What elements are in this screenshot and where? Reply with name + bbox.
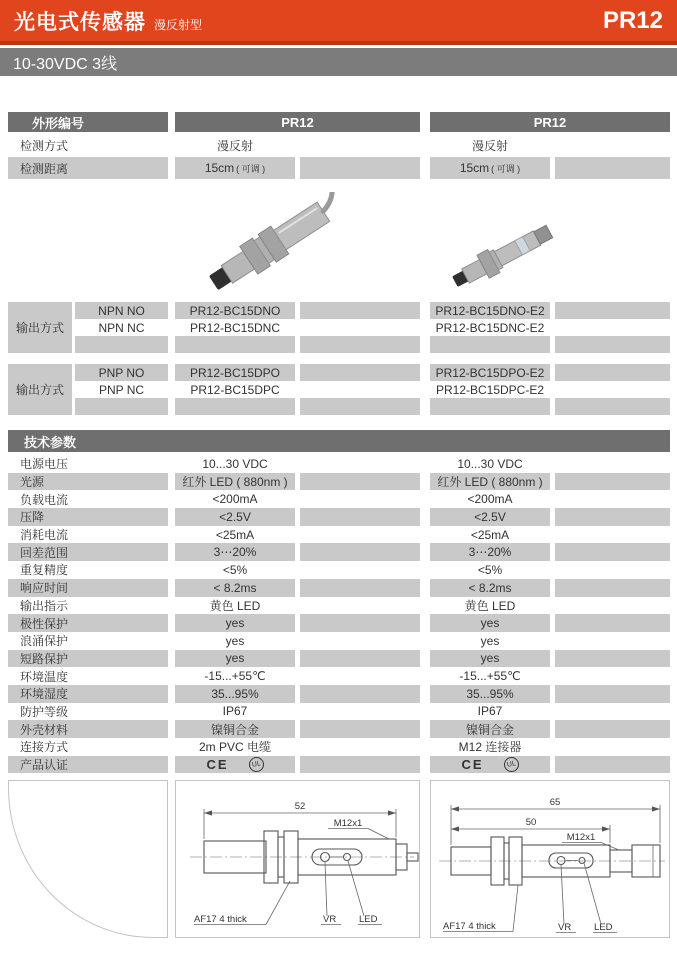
value-text: <2.5V (474, 509, 506, 524)
empty-cell (555, 398, 670, 415)
value-cell-left (175, 632, 295, 650)
empty-cell (430, 336, 550, 353)
value-cell-left (175, 738, 295, 756)
value-cell-left (175, 136, 295, 154)
voltage-bar (0, 48, 677, 76)
empty-cell (300, 738, 420, 756)
value-text: 3⋯20% (468, 545, 512, 560)
value-text: 黄色 LED (209, 598, 261, 613)
empty-cell (555, 650, 670, 668)
value-cell-left (175, 561, 295, 579)
value-text: yes (480, 651, 500, 666)
value-text: 短路保护 (20, 651, 69, 666)
value-text: PR12-BC15DNO-E2 (435, 303, 545, 318)
value-text: PR12-BC15DNC (189, 320, 281, 335)
flats-label: AF17 4 thick (443, 921, 496, 932)
output-type-text: NPN NC (98, 320, 145, 335)
value-text: <200mA (467, 492, 513, 507)
value-text: 15cm (459, 161, 490, 175)
empty-cell (555, 703, 670, 721)
spec-row (0, 614, 670, 632)
spec-row (0, 136, 670, 154)
value-text: 15cm (204, 161, 235, 175)
model-cell-right (430, 381, 550, 398)
output-row (72, 302, 670, 319)
empty-cell (300, 756, 420, 774)
value-cell-right (430, 579, 550, 597)
value-text: 35...95% (211, 686, 259, 701)
spec-row (0, 526, 670, 544)
value-cell-left (175, 703, 295, 721)
value-cell-right (430, 632, 550, 650)
thread-label: M12x1 (566, 832, 596, 843)
shape-code-header: 外形编号 (8, 112, 168, 132)
spec-row (0, 703, 670, 721)
spec-row (0, 667, 670, 685)
empty-cell (555, 543, 670, 561)
value-text: 重复精度 (20, 563, 69, 578)
empty-cell (300, 336, 420, 353)
value-text: 防护等级 (20, 704, 69, 719)
empty-cell (300, 490, 420, 508)
empty-cell (300, 364, 420, 381)
empty-cell (300, 703, 420, 721)
value-cell-left (175, 508, 295, 526)
value-cell-right (430, 703, 550, 721)
vr-label: VR (323, 914, 337, 925)
value-text: 响应时间 (20, 581, 69, 596)
value-text: 35...95% (466, 686, 514, 701)
value-text: 检测距离 (20, 161, 69, 176)
ul-mark-icon (504, 757, 519, 772)
value-cell-right (430, 685, 550, 703)
value-cell-left (175, 543, 295, 561)
value-text: 检测方式 (20, 138, 69, 153)
value-cell-right (430, 614, 550, 632)
spec-row (0, 157, 670, 179)
dimension-box-cable (175, 780, 420, 938)
value-cell-right (430, 473, 550, 491)
value-cell-right (430, 526, 550, 544)
empty-cell (555, 526, 670, 544)
empty-cell (300, 720, 420, 738)
tech-header: 技术参数 (8, 430, 670, 452)
output-type-text: PNP NO (98, 365, 145, 380)
empty-cell (555, 381, 670, 398)
spec-row (0, 685, 670, 703)
value-text: 外壳材料 (20, 722, 69, 737)
dim-length-label: 52 (294, 801, 306, 812)
model-cell-left (175, 302, 295, 319)
output-label (8, 364, 72, 415)
value-cell-left (175, 157, 295, 179)
table-header-row (0, 112, 670, 132)
model-cell-right (430, 302, 550, 319)
value-cell-right (430, 561, 550, 579)
value-text: 负载电流 (20, 492, 69, 507)
value-note: ( 可调 ) (236, 163, 266, 174)
product-subtitle: 漫反射型 (154, 18, 203, 32)
empty-cell (555, 720, 670, 738)
empty-cell (430, 398, 550, 415)
spec-row (0, 561, 670, 579)
output-type-text: PNP NC (98, 382, 145, 397)
empty-cell (300, 685, 420, 703)
row-label (8, 632, 168, 650)
empty-cell (555, 136, 670, 154)
output-type (75, 319, 168, 336)
model-cell-left (175, 381, 295, 398)
value-text: -15...+55℃ (204, 669, 266, 684)
empty-cell (300, 579, 420, 597)
ce-mark-icon: CE (206, 757, 229, 773)
output-row (72, 381, 670, 398)
value-text: PR12-BC15DPC-E2 (435, 382, 545, 397)
value-text: 10...30 VDC (457, 456, 523, 471)
empty-cell (555, 473, 670, 491)
model-cell-right (430, 319, 550, 336)
value-text: 红外 LED ( 880nm ) (437, 475, 543, 490)
value-text: IP67 (222, 704, 248, 719)
row-label (8, 703, 168, 721)
value-text: PR12-BC15DNC-E2 (435, 320, 545, 335)
output-type (75, 381, 168, 398)
value-text: 浪涌保护 (20, 634, 69, 649)
value-text: 连接方式 (20, 740, 69, 755)
value-text: 漫反射 (471, 138, 508, 153)
value-cell-right (430, 490, 550, 508)
empty-cell (555, 561, 670, 579)
value-text: 消耗电流 (20, 528, 69, 543)
value-text: 输出指示 (20, 598, 69, 613)
empty-cell (300, 319, 420, 336)
value-text: <2.5V (219, 509, 251, 524)
value-text: <5% (477, 562, 503, 577)
spec-row (0, 650, 670, 668)
empty-cell (75, 336, 168, 353)
value-text: yes (225, 633, 245, 648)
empty-cell (300, 667, 420, 685)
detection-spec-rows (0, 136, 670, 179)
output-block (0, 302, 670, 353)
value-text: 红外 LED ( 880nm ) (182, 475, 288, 490)
spec-row (0, 473, 670, 491)
value-note: ( 可调 ) (491, 163, 521, 174)
value-text: IP67 (477, 704, 503, 719)
value-cell-right (430, 136, 550, 154)
empty-cell (300, 398, 420, 415)
value-text: -15...+55℃ (459, 669, 521, 684)
ul-mark-icon (249, 757, 264, 772)
value-cell-right (430, 667, 550, 685)
value-cell-right (430, 597, 550, 615)
output-row (72, 398, 670, 415)
row-label (8, 685, 168, 703)
column-header-left: PR12 (175, 112, 420, 132)
output-label-text: 输出方式 (15, 321, 64, 335)
empty-cell (300, 302, 420, 319)
value-text: <5% (222, 562, 248, 577)
empty-cell (555, 455, 670, 473)
value-text: 镍铜合金 (210, 722, 259, 737)
empty-cell (555, 302, 670, 319)
column-header-right: PR12 (430, 112, 670, 132)
value-text: PR12-BC15DPO (189, 365, 281, 380)
row-label (8, 136, 168, 154)
product-photo-connector (438, 208, 568, 308)
dimension-box-blank (8, 780, 168, 938)
dimension-drawing-connector (431, 781, 669, 937)
value-text: yes (225, 651, 245, 666)
empty-cell (555, 756, 670, 774)
value-text: 环境湿度 (20, 687, 69, 702)
dim-body-label: 50 (525, 817, 537, 828)
value-text: 镍铜合金 (465, 722, 514, 737)
product-photo-cable (195, 192, 345, 307)
value-cell-left (175, 526, 295, 544)
empty-cell (175, 336, 295, 353)
value-text: < 8.2ms (468, 580, 512, 595)
ul-text: UL (505, 760, 517, 769)
output-section (0, 302, 670, 426)
empty-cell (555, 319, 670, 336)
value-cell-left (175, 614, 295, 632)
value-text: 压降 (20, 510, 45, 525)
empty-cell (555, 614, 670, 632)
output-label-text: 输出方式 (15, 383, 64, 397)
value-text: 回差范围 (20, 545, 69, 560)
output-type (75, 364, 168, 381)
value-text: < 8.2ms (213, 580, 257, 595)
empty-cell (300, 157, 420, 179)
value-cell-right (430, 508, 550, 526)
value-cell-left (175, 685, 295, 703)
empty-cell (555, 157, 670, 179)
value-text: 2m PVC 电缆 (198, 740, 271, 755)
output-label (8, 302, 72, 353)
empty-cell (555, 632, 670, 650)
dim-total-label: 65 (549, 797, 561, 808)
spec-row (0, 579, 670, 597)
led-label: LED (594, 922, 613, 933)
value-text: 漫反射 (216, 138, 253, 153)
row-label (8, 473, 168, 491)
value-cell-left (175, 473, 295, 491)
value-text: 极性保护 (20, 616, 69, 631)
flats-label: AF17 4 thick (194, 914, 247, 925)
dimension-drawing-cable (176, 781, 419, 937)
value-text: PR12-BC15DPC (190, 382, 280, 397)
output-rows (72, 302, 670, 353)
empty-cell (555, 597, 670, 615)
spec-row (0, 543, 670, 561)
value-text: 3⋯20% (213, 545, 257, 560)
spec-row (0, 455, 670, 473)
empty-cell (300, 508, 420, 526)
value-text: yes (225, 616, 245, 631)
value-cell-left (175, 455, 295, 473)
value-text: 产品认证 (20, 758, 69, 773)
ce-mark-icon: CE (461, 757, 484, 773)
empty-cell (555, 364, 670, 381)
row-label (8, 614, 168, 632)
value-text: M12 连接器 (458, 740, 522, 755)
value-text: PR12-BC15DPO-E2 (435, 365, 545, 380)
row-label (8, 650, 168, 668)
value-cell-right (430, 650, 550, 668)
spec-row (0, 632, 670, 650)
dimension-box-connector (430, 780, 670, 938)
row-label (8, 738, 168, 756)
value-text: 10...30 VDC (202, 456, 268, 471)
empty-cell (300, 597, 420, 615)
value-cell-right (430, 543, 550, 561)
output-type-text: NPN NO (98, 303, 145, 318)
output-row (72, 319, 670, 336)
empty-cell (300, 561, 420, 579)
output-row (72, 336, 670, 353)
empty-cell (75, 398, 168, 415)
value-cell-right (430, 157, 550, 179)
value-text: yes (480, 633, 500, 648)
output-rows (72, 364, 670, 415)
row-label (8, 543, 168, 561)
spec-row (0, 597, 670, 615)
value-cell-left (175, 490, 295, 508)
empty-cell (555, 738, 670, 756)
empty-cell (555, 508, 670, 526)
spec-row (0, 490, 670, 508)
row-label (8, 720, 168, 738)
output-row (72, 364, 670, 381)
empty-cell (300, 650, 420, 668)
row-label (8, 490, 168, 508)
value-text: PR12-BC15DNO (189, 303, 281, 318)
empty-cell (300, 136, 420, 154)
row-label (8, 756, 168, 774)
row-label (8, 157, 168, 179)
empty-cell (555, 579, 670, 597)
product-title: 光电式传感器 (14, 10, 146, 34)
value-cell-right (430, 720, 550, 738)
value-text: 黄色 LED (464, 598, 516, 613)
model-cell-left (175, 319, 295, 336)
spec-row (0, 756, 670, 774)
empty-cell (300, 473, 420, 491)
value-text: 环境温度 (20, 669, 69, 684)
value-cell-left (175, 720, 295, 738)
row-label (8, 579, 168, 597)
value-cell-right (430, 455, 550, 473)
value-cell-left (175, 597, 295, 615)
empty-cell (300, 526, 420, 544)
empty-cell (555, 667, 670, 685)
vr-label: VR (558, 922, 572, 933)
value-cell-left (175, 579, 295, 597)
model-cell-right (430, 364, 550, 381)
row-label (8, 667, 168, 685)
value-text: 电源电压 (20, 457, 69, 472)
value-cell-left (175, 667, 295, 685)
output-type (75, 302, 168, 319)
empty-cell (175, 398, 295, 415)
output-block (0, 364, 670, 415)
spec-row (0, 738, 670, 756)
value-cell-right (430, 738, 550, 756)
empty-cell (300, 543, 420, 561)
thread-label: M12x1 (333, 818, 363, 829)
empty-cell (300, 455, 420, 473)
empty-cell (300, 381, 420, 398)
empty-cell (555, 336, 670, 353)
value-text: yes (480, 616, 500, 631)
certification-cell (175, 756, 295, 774)
value-text: <25mA (215, 527, 255, 542)
row-label (8, 561, 168, 579)
value-cell-left (175, 650, 295, 668)
tech-rows (0, 455, 670, 773)
value-text: <200mA (212, 492, 258, 507)
led-label: LED (359, 914, 378, 925)
row-label (8, 597, 168, 615)
spec-row (0, 720, 670, 738)
empty-cell (300, 632, 420, 650)
model-cell-left (175, 364, 295, 381)
value-text: <25mA (470, 527, 510, 542)
voltage-text: 10-30VDC 3线 (13, 55, 118, 73)
empty-cell (300, 614, 420, 632)
model-number: PR12 (602, 6, 663, 34)
ul-text: UL (250, 760, 262, 769)
row-label (8, 508, 168, 526)
empty-cell (555, 490, 670, 508)
row-label (8, 526, 168, 544)
certification-cell (430, 756, 550, 774)
empty-cell (555, 685, 670, 703)
row-label (8, 455, 168, 473)
spec-row (0, 508, 670, 526)
title-bar (0, 0, 677, 45)
value-text: 光源 (20, 475, 45, 490)
